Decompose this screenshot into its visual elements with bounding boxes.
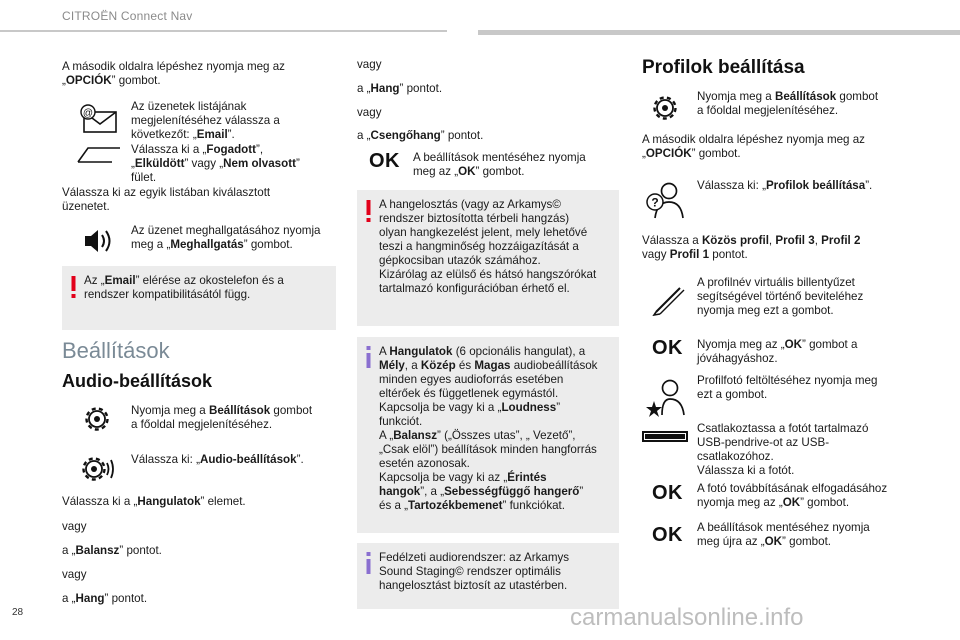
profile-select-instruction: Válassza ki: „Profilok beállítása”. (697, 179, 873, 192)
ok-icon: OK (369, 150, 400, 172)
settings-instruction: Nyomja meg a Beállítások gombot a főoldal megjelenítéséhez. (697, 90, 879, 117)
page-number: 28 (12, 607, 24, 618)
info-icon (366, 552, 371, 574)
header-title: CITROËN Connect Nav (62, 9, 193, 23)
paragraph: A második oldalra lépéshez nyomja meg az „OPCIÓK” gombot. (642, 133, 865, 160)
paragraph: vagy (62, 568, 87, 581)
gear-icon (84, 406, 110, 432)
ok-icon: OK (652, 524, 683, 546)
info-box (357, 543, 619, 609)
profile-photo-icon (646, 377, 688, 417)
pen-icon (652, 282, 686, 316)
paragraph: Válassza a Közös profil, Profil 3, Profil 2 vagy Profil 1 pontot. (642, 234, 861, 261)
audio-settings-icon (80, 455, 116, 483)
warning-text: Az „Email” elérése az okostelefon és a rendszer kompatibilitásától függ. (84, 274, 284, 301)
paragraph: Válassza ki a „Hangulatok” elemet. (62, 495, 246, 508)
svg-text:?: ? (651, 195, 659, 210)
speaker-icon (82, 226, 116, 256)
warning-box (62, 266, 336, 330)
warning-icon (366, 200, 371, 222)
info-text: Fedélzeti audiorendszer: az Arkamys Sound Staging© rendszer optimális hangelosztást biztosít az utastérben. (379, 551, 570, 592)
folder-instruction: Válassza ki a „Fogadott”, „Elküldött” vagy „Nem olvasott” fület. (131, 143, 300, 184)
paragraph: vagy (357, 58, 382, 71)
warning-text: A hangelosztás (vagy az Arkamys© rendszer biztosította térbeli hangzás) olyan hangkezelést jelent, mely lehetővé teszi a hangminőség hozzáigazítását a gépkocsiban utazók számához. Kizárólag az elülső és hátsó hangszórókat tartalmazó konfigurációban érhető el. (379, 198, 597, 295)
watermark: carmanualsonline.info (570, 604, 804, 631)
ok-icon: OK (652, 482, 683, 504)
paragraph: vagy (357, 106, 382, 119)
audio-settings-instruction: Válassza ki: „Audio-beállítások”. (131, 453, 304, 466)
paragraph: Válassza ki az egyik listában kiválasztott üzenetet. (62, 186, 271, 213)
svg-text:@: @ (82, 108, 94, 119)
usb-icon (642, 430, 688, 444)
rename-instruction: A profilnév virtuális billentyűzet segítségével történő beviteléhez nyomja meg ezt a gombot. (697, 276, 864, 317)
subsection-title: Audio-beállítások (62, 371, 213, 391)
info-text: A Hangulatok (6 opcionális hangulat), a Mély, a Közép és Magas audiobeállítások minden egyes audioforrás esetében eltérőek és függetlenek egymástól. Kapcsolja be vagy ki a „Loudness” funkciót. A „Balansz” („Összes utas”, „ Vezető”, „Csak elöl”) beállítások minden hangforrás esetén azonosak. Kapcsolja be vagy ki az „Érintés hangok”, a „Sebességfüggő hangerő” és a „Tartozékbemenet” funkciókat. (379, 345, 598, 512)
settings-instruction: Nyomja meg a Beállítások gombot a főoldal megjelenítéséhez. (131, 404, 313, 431)
paragraph: a „Csengőhang” pontot. (357, 129, 484, 142)
profile-question-icon (645, 180, 687, 220)
ok-icon: OK (652, 337, 683, 359)
confirm-instruction: Nyomja meg az „OK” gombot a jóváhagyáshoz. (697, 338, 858, 365)
info-box (357, 337, 619, 533)
usb-instruction: Csatlakoztassa a fotót tartalmazó USB-pendrive-ot az USB- csatlakozóhoz. Válassza ki a fotót. (697, 422, 869, 477)
photo-instruction: Profilfotó feltöltéséhez nyomja meg ezt a gombot. (697, 374, 878, 401)
paragraph: a „Balansz” pontot. (62, 544, 162, 557)
accept-photo-instruction: A fotó továbbításának elfogadásához nyomja meg az „OK” gombot. (697, 482, 888, 509)
paragraph: A második oldalra lépéshez nyomja meg az „OPCIÓK” gombot. (62, 60, 285, 87)
gear-icon (652, 95, 678, 121)
header-rule-left (0, 30, 447, 32)
header-rule-right (478, 30, 960, 35)
warning-box (357, 190, 619, 326)
warning-icon (71, 276, 76, 298)
info-icon (366, 346, 371, 368)
paragraph: vagy (62, 520, 87, 533)
listen-instruction: Az üzenet meghallgatásához nyomja meg a „Meghallgatás” gombot. (131, 224, 321, 251)
email-instruction: Az üzenetek listájának megjelenítéséhez válassza a következőt: „Email”. (131, 100, 280, 141)
paragraph: a „Hang” pontot. (357, 82, 443, 95)
section-title: Beállítások (62, 338, 170, 363)
section-title: Profilok beállítása (642, 57, 805, 78)
save-instruction: A beállítások mentéséhez nyomja meg az „OK” gombot. (413, 151, 586, 178)
email-icon (80, 104, 120, 134)
tab-icon (76, 146, 122, 164)
save-again-instruction: A beállítások mentéséhez nyomja meg újra az „OK” gombot. (697, 521, 870, 548)
paragraph: a „Hang” pontot. (62, 592, 148, 605)
